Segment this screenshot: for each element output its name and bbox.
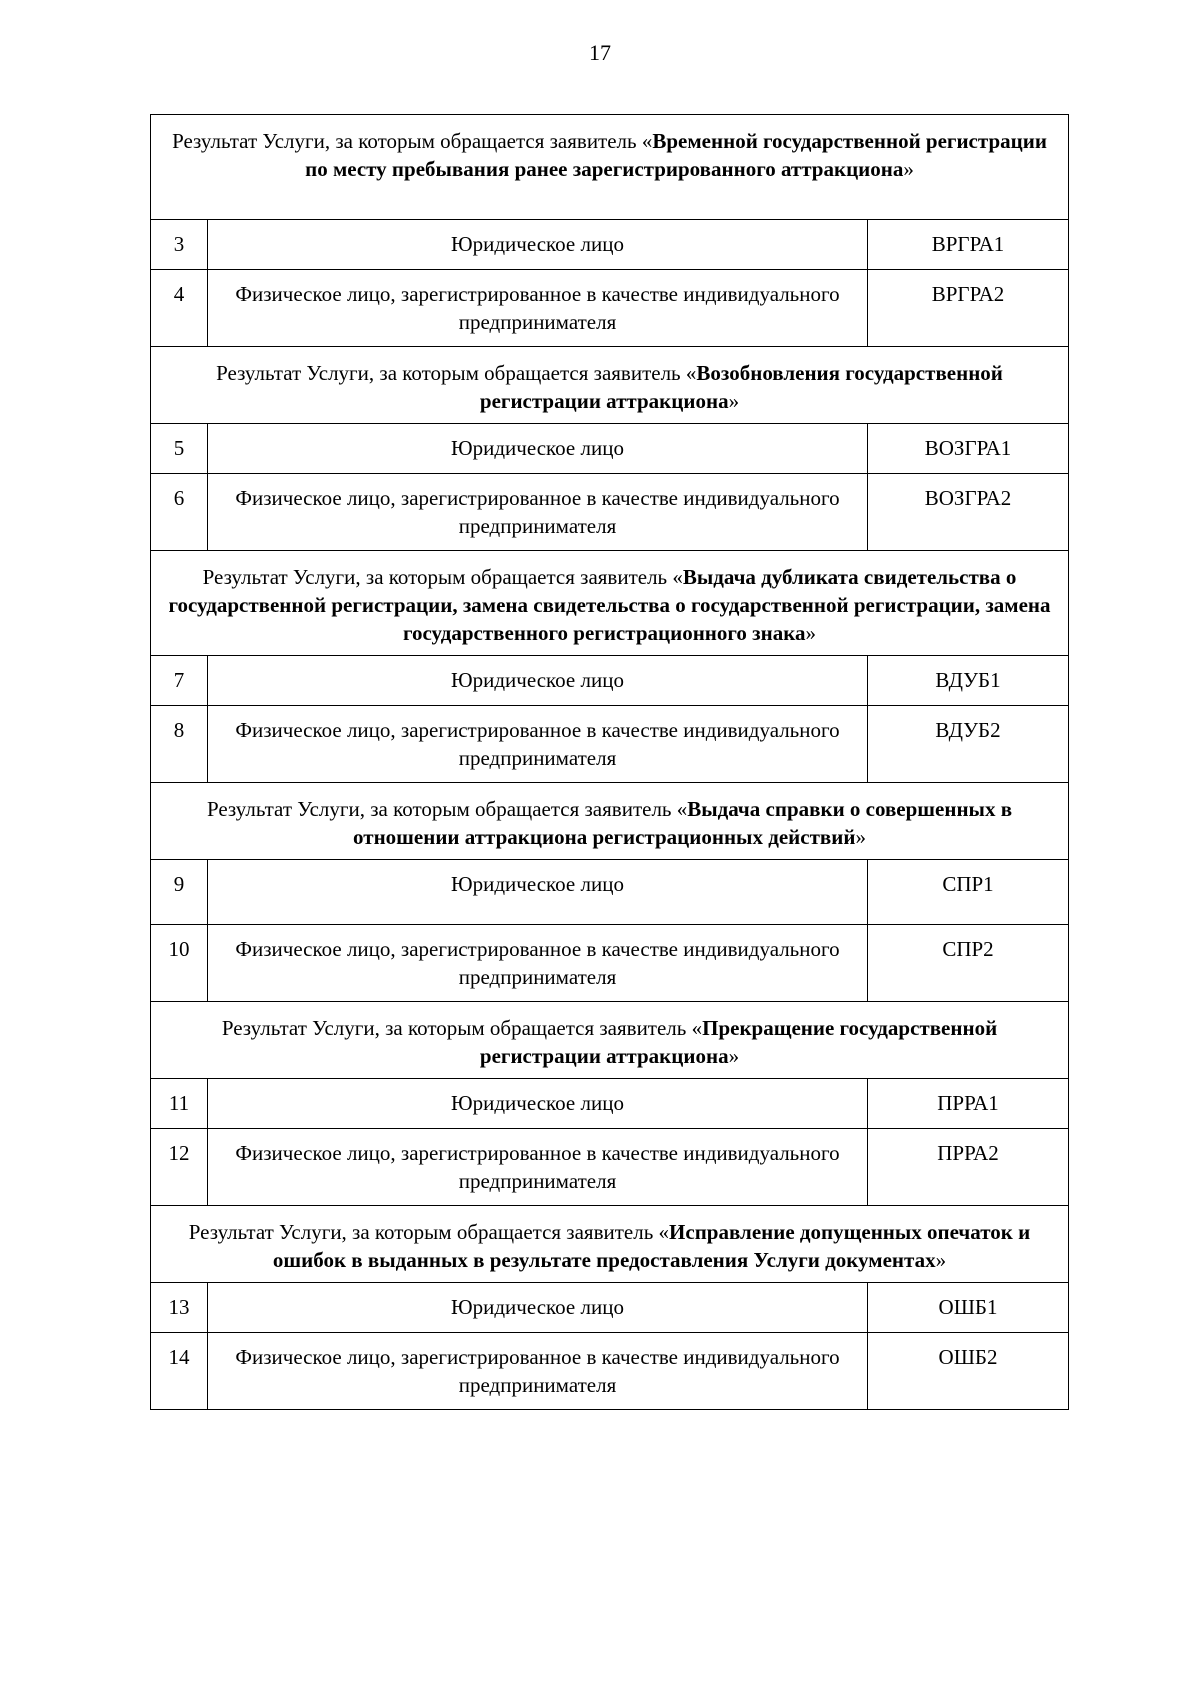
header-bold-title: Выдача дубликата свидетельства о государственной регистрации, замена свидетельства о государственной регистрации, замена государственного регистрационного знака [168, 565, 1051, 645]
table-row [151, 656, 1069, 706]
header-suffix: » [728, 389, 740, 413]
section-header [151, 783, 1069, 860]
row-description: Юридическое лицо [208, 424, 868, 474]
section-header [151, 1002, 1069, 1079]
service-results-table [150, 114, 1069, 1410]
row-code: ВДУБ1 [868, 656, 1069, 706]
section-header-row [151, 115, 1069, 220]
header-prefix: Результат Услуги, за которым обращается заявитель « [216, 361, 697, 385]
row-code: ПРРА2 [868, 1129, 1069, 1206]
row-code: СПР1 [868, 860, 1069, 925]
row-description: Юридическое лицо [208, 656, 868, 706]
header-prefix: Результат Услуги, за которым обращается заявитель « [221, 1016, 703, 1040]
header-suffix: » [903, 157, 914, 181]
section-header [151, 551, 1069, 656]
section-header-row [151, 1206, 1069, 1283]
row-code: ПРРА1 [868, 1079, 1069, 1129]
row-number: 12 [151, 1129, 208, 1206]
header-bold-title: Временной государственной регистрации по месту пребывания ранее зарегистрированного аттракциона [305, 129, 1047, 181]
row-description: Физическое лицо, зарегистрированное в качестве индивидуального предпринимателя [208, 925, 868, 1002]
row-code: ВРГРА2 [868, 270, 1069, 347]
row-number: 8 [151, 706, 208, 783]
header-suffix: » [855, 825, 866, 849]
table-row [151, 1283, 1069, 1333]
row-number: 4 [151, 270, 208, 347]
row-code: ОШБ1 [868, 1283, 1069, 1333]
row-description: Юридическое лицо [208, 220, 868, 270]
row-code: ВДУБ2 [868, 706, 1069, 783]
page-number: 17 [589, 40, 611, 65]
row-description: Физическое лицо, зарегистрированное в качестве индивидуального предпринимателя [208, 1333, 868, 1410]
table-row [151, 860, 1069, 925]
row-number: 6 [151, 474, 208, 551]
row-description: Физическое лицо, зарегистрированное в качестве индивидуального предпринимателя [208, 270, 868, 347]
table-row [151, 1129, 1069, 1206]
row-number: 11 [151, 1079, 208, 1129]
row-code: СПР2 [868, 925, 1069, 1002]
row-number: 14 [151, 1333, 208, 1410]
header-prefix: Результат Услуги, за которым обращается заявитель « [202, 565, 683, 589]
row-code: ВРГРА1 [868, 220, 1069, 270]
row-number: 13 [151, 1283, 208, 1333]
section-header [151, 347, 1069, 424]
row-code: ВОЗГРА1 [868, 424, 1069, 474]
row-number: 10 [151, 925, 208, 1002]
row-number: 5 [151, 424, 208, 474]
table-row [151, 474, 1069, 551]
header-suffix: » [728, 1044, 740, 1068]
header-suffix: » [805, 621, 816, 645]
row-number: 9 [151, 860, 208, 925]
header-bold-title: Выдача справки о совершенных в отношении аттракциона регистрационных действий [353, 797, 1013, 849]
header-bold-title: Прекращение государственной регистрации аттракциона [479, 1016, 998, 1068]
section-header-row [151, 347, 1069, 424]
section-header [151, 1206, 1069, 1283]
table-row [151, 424, 1069, 474]
table-row [151, 1333, 1069, 1410]
table-row [151, 220, 1069, 270]
row-code: ВОЗГРА2 [868, 474, 1069, 551]
section-header-row [151, 1002, 1069, 1079]
header-bold-title: Возобновления государственной регистрации аттракциона [479, 361, 1003, 413]
row-description: Юридическое лицо [208, 860, 868, 925]
table-row [151, 270, 1069, 347]
table-row [151, 925, 1069, 1002]
section-header-row [151, 783, 1069, 860]
row-description: Физическое лицо, зарегистрированное в качестве индивидуального предпринимателя [208, 706, 868, 783]
row-description: Физическое лицо, зарегистрированное в качестве индивидуального предпринимателя [208, 474, 868, 551]
table-row [151, 706, 1069, 783]
row-number: 3 [151, 220, 208, 270]
row-description: Юридическое лицо [208, 1079, 868, 1129]
row-description: Юридическое лицо [208, 1283, 868, 1333]
header-prefix: Результат Услуги, за которым обращается заявитель « [172, 129, 653, 153]
header-bold-title: Исправление допущенных опечаток и ошибок в выданных в результате предоставления Услуги документах [272, 1220, 1031, 1272]
section-header-row [151, 551, 1069, 656]
row-number: 7 [151, 656, 208, 706]
header-prefix: Результат Услуги, за которым обращается заявитель « [206, 797, 688, 821]
row-code: ОШБ2 [868, 1333, 1069, 1410]
row-description: Физическое лицо, зарегистрированное в качестве индивидуального предпринимателя [208, 1129, 868, 1206]
section-header [151, 115, 1069, 220]
header-suffix: » [935, 1248, 947, 1272]
table-row [151, 1079, 1069, 1129]
header-prefix: Результат Услуги, за которым обращается заявитель « [188, 1220, 670, 1244]
